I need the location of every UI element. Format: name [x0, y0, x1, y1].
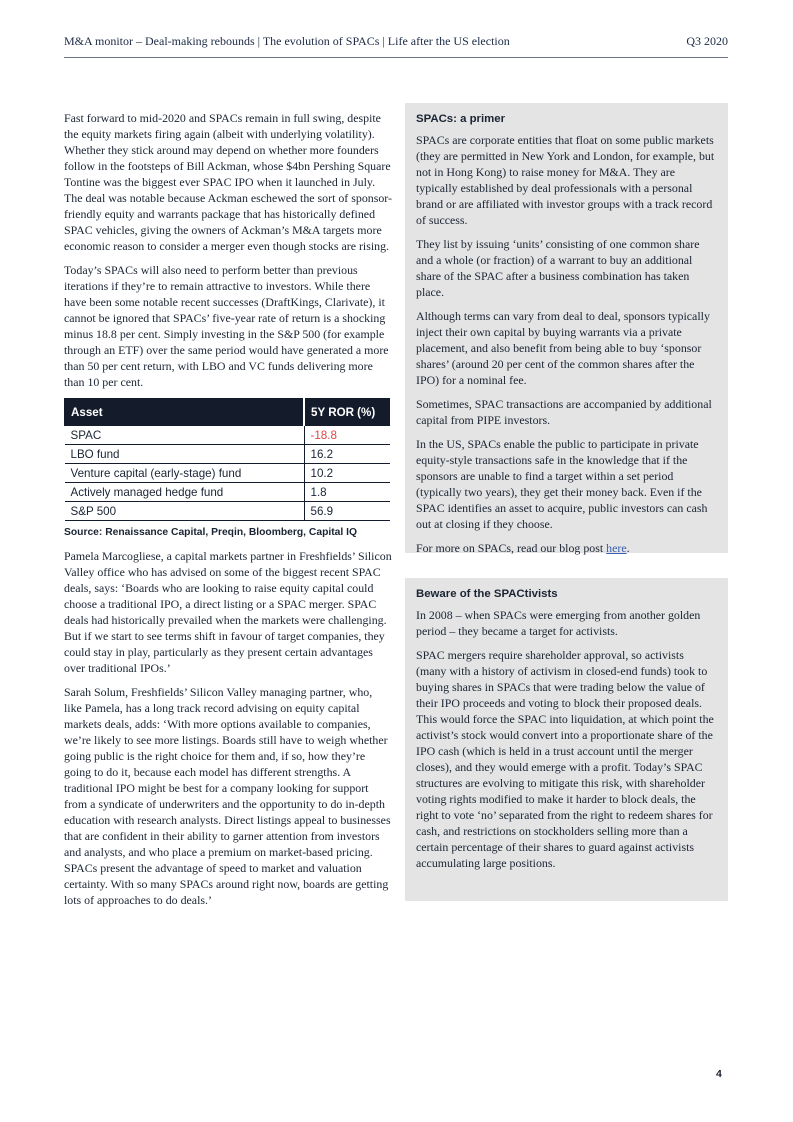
table-row: [65, 426, 390, 445]
column-header-asset: Asset: [65, 399, 305, 426]
page-number: 4: [716, 1068, 722, 1080]
activists-paragraph-1: In 2008 – when SPACs were emerging from another golden period – they became a target for activists.: [416, 608, 701, 638]
header-period: Q3 2020: [686, 34, 728, 48]
body-paragraph-1: Fast forward to mid-2020 and SPACs remain in full swing, despite the equity markets firing again (albeit with underlying volatility). Whether they stick around may depend on whether more founders follow in the footsteps of Bill Ackman, whose $4bn Pershing Square Tontine was the biggest ever SPAC IPO when it launched in July. The deal was notable because Ackman eschewed the sort of sponsor-friendly equity and warrants package that has historically defined SPAC vehicles, giving the owners of Ackman’s M&A targets more economic reason to consider a merger even though stocks are rising.: [64, 111, 392, 253]
spactivists-box: [405, 578, 728, 901]
spacs-primer-box: [405, 103, 728, 553]
asset-cell: S&P 500: [65, 502, 305, 521]
ror-value-cell: -18.8: [304, 426, 390, 445]
blog-post-link[interactable]: here: [606, 541, 627, 555]
body-paragraph-2: Today’s SPACs will also need to perform better than previous iterations if they’re to remain attractive to investors. While there have been some notable recent successes (DraftKings, Clarivate), it cannot be ignored that SPACs’ five-year rate of return is a shocking minus 18.8 per cent. Simply investing in the S&P 500 (for example through an ETF) over the same period would have generated a more than 50 per cent return, with LBO and VC funds delivering more than 10 per cent.: [64, 263, 389, 389]
primer-paragraph-5: In the US, SPACs enable the public to participate in private equity-style transactions safe in the knowledge that if the sponsors are unable to find a target within a set period (typically two years), they get their money back. Even if the SPAC identifies an asset to acquire, public investors can cash out at closing if they choose.: [416, 437, 708, 531]
table-row: [65, 483, 390, 502]
primer-paragraph-3: Although terms can vary from deal to deal, sponsors typically inject their own capital by buying warrants via a private placement, and also benefit from being able to buy ‘sponsor shares’ (around 20 per cent of the common shares after the IPO) for a nominal fee.: [416, 309, 710, 387]
body-paragraph-3: Pamela Marcogliese, a capital markets partner in Freshfields’ Silicon Valley office who has advised on some of the biggest recent SPAC deals, says: ‘Boards who are looking to raise equity capital could choose a traditional IPO, a direct listing or a SPAC merger. SPAC deals had historically prevailed when the markets were challenging. But if we start to see terms shift in favour of target companies, they could stay in play, particularly as they present certain advantages over traditional IPOs.’: [64, 549, 392, 675]
asset-cell: LBO fund: [65, 445, 305, 464]
body-paragraph-4: Sarah Solum, Freshfields’ Silicon Valley managing partner, who, like Pamela, has a long track record advising on equity capital markets deals, adds: ‘With more options available to companies, we’re likely to see more listings. Boards still have to weigh whether going public is the right choice for them and, if so, how they’re going to do it, because each model has different strengths. A traditional IPO might be best for a company looking for support from a syndicate of underwriters and the opportunity to do in-depth education with research analysts. Direct listings appeal to businesses that are confident in their ability to garner attention from investors and analysts, and who place a premium on market-based pricing. SPACs present the advantage of speed to market and valuation certainty. With so many SPACs around right now, boards are getting lots of approaches to do deals.’: [64, 685, 391, 907]
asset-cell: SPAC: [65, 426, 305, 445]
header-title: M&A monitor – Deal-making rebounds | The evolution of SPACs | Life after the US election: [64, 34, 510, 48]
table-header-row: [65, 399, 390, 426]
primer-paragraph-6: [416, 540, 716, 556]
column-header-ror: 5Y ROR (%): [304, 399, 390, 426]
table-row: [65, 445, 390, 464]
blog-text: For more on SPACs, read our blog post: [416, 541, 607, 555]
primer-paragraph-1: SPACs are corporate entities that float on some public markets (they are permitted in New York and London, for example, but not in Hong Kong) to raise money for M&A. They are typically established by deal professionals with a personal brand or are affiliated with investor groups with a track record of success.: [416, 133, 715, 227]
ror-value-cell: 16.2: [304, 445, 390, 464]
header-rule: [64, 57, 728, 58]
activists-paragraph-2: SPAC mergers require shareholder approval, so activists (many with a history of activism in closed-end funds) took to buying shares in SPACs that were trading below the value of their IPO proceeds and voting to block their proposed deals. This would force the SPAC into liquidation, at which point the activist’s stock would convert into a proportionate share of the IPO cash (which is held in a trust account until the merger closes), and they would emerge with a profit. Today’s SPAC structures are evolving to mitigate this risk, with shareholder voting rights modified to make it harder to block deals, the right to vote ‘no’ separated from the right to redeem shares for cash, and restrictions on stockholders selling more than a certain percentage of their shares to guard against activists accumulating large positions.: [416, 648, 714, 870]
activists-title: Beware of the SPACtivists: [416, 588, 558, 600]
primer-paragraph-4: Sometimes, SPAC transactions are accompanied by additional capital from PIPE investors.: [416, 397, 712, 427]
ror-value-cell: 56.9: [304, 502, 390, 521]
ror-value-cell: 1.8: [304, 483, 390, 502]
asset-cell: Actively managed hedge fund: [65, 483, 305, 502]
left-column: [64, 110, 392, 916]
page-header: [64, 34, 728, 49]
right-column: [405, 103, 728, 901]
ror-value-cell: 10.2: [304, 464, 390, 483]
primer-title: SPACs: a primer: [416, 113, 506, 125]
asset-cell: Venture capital (early-stage) fund: [65, 464, 305, 483]
blog-text-end: .: [626, 541, 630, 555]
table-row: [65, 502, 390, 521]
table-source: Source: Renaissance Capital, Preqin, Bloomberg, Capital IQ: [64, 527, 357, 538]
primer-paragraph-2: They list by issuing ‘units’ consisting of one common share and a whole (or fraction) of a warrant to buy an additional share of the SPAC after a business combination has taken place.: [416, 237, 700, 299]
ror-table: [64, 398, 390, 521]
table-row: [65, 464, 390, 483]
